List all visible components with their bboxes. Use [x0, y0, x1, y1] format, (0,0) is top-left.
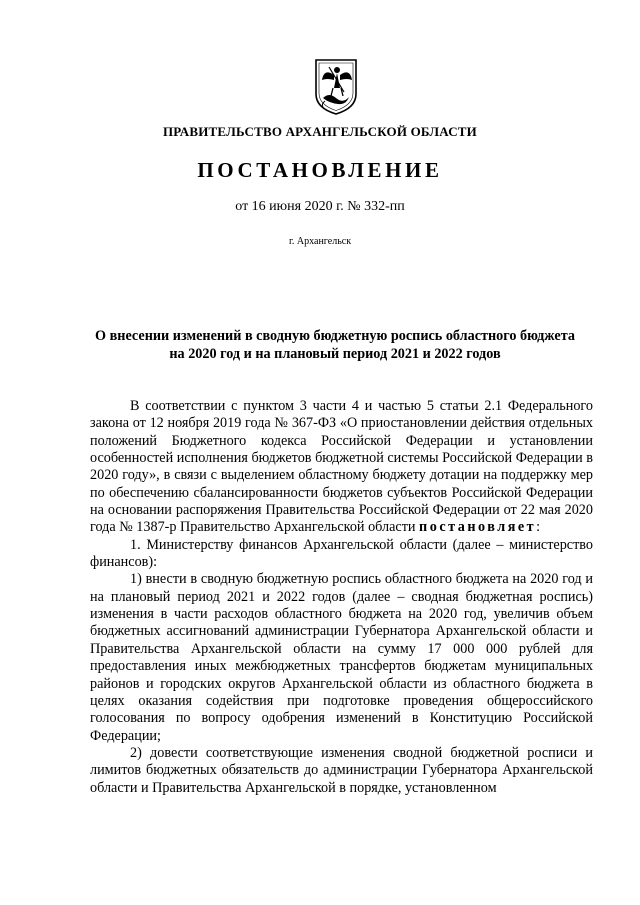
coat-of-arms-icon — [313, 58, 359, 116]
paragraph-item-1-1: 1) внести в сводную бюджетную роспись областного бюджета на 2020 год и на плановый период 2021 и 2022 годов (далее – сводная бюджетная роспись) изменения в части расходов областного бюджета на 2020 год, увеличив объем бюджетных ассигнований администрации Губернатора Архангельской области и Правительства Архангельской области на сумму 17 000 000 рублей для предоставления иных межбюджетных трансфертов бюджетам муниципальных районов и городских округов Архангельской области из областного бюджета в целях оказания содействия при подготовке проведения общероссийского голосования по вопросу одобрения изменений в Конституцию Российской Федерации; — [90, 571, 593, 744]
date-and-number: от 16 июня 2020 г. № 332-пп — [235, 199, 405, 214]
paragraph-item-1: 1. Министерству финансов Архангельской области (далее – министерство финансов): — [90, 536, 593, 571]
document-type-title: ПОСТАНОВЛЕНИЕ — [197, 158, 443, 182]
city-label: г. Архангельск — [288, 236, 352, 247]
document-body — [90, 398, 593, 797]
keyword-postanovlyaet: постановляет — [419, 519, 537, 536]
intro-text: В соответствии с пунктом 3 части 4 и частью 5 статьи 2.1 Федерального закона от 12 ноября 2019 года № 367-ФЗ «О приостановлении действия отдельных положений Бюджетного кодекса Российской Федерации и установлении особенностей исполнения бюджетов бюджетной системы Российской Федерации в 2020 году», в связи с выделением областному бюджету дотации на поддержку мер по обеспечению сбалансированности бюджетов субъектов Российской Федерации на основании распоряжения Правительства Российской Федерации от 22 мая 2020 года № 1387-р Правительство Архангельской области — [90, 398, 593, 536]
government-name: ПРАВИТЕЛЬСТВО АРХАНГЕЛЬСКОЙ ОБЛАСТИ — [163, 124, 477, 139]
intro-paragraph — [90, 398, 593, 537]
document-subject: О внесении изменений в сводную бюджетную роспись областного бюджета на 2020 год и на плановый период 2021 и 2022 годов — [95, 328, 575, 362]
paragraph-item-1-2: 2) довести соответствующие изменения сводной бюджетной росписи и лимитов бюджетных обязательств до администрации Губернатора Архангельской области и Правительства Архангельской в порядке, установленном — [90, 744, 593, 796]
intro-colon: : — [536, 519, 541, 536]
